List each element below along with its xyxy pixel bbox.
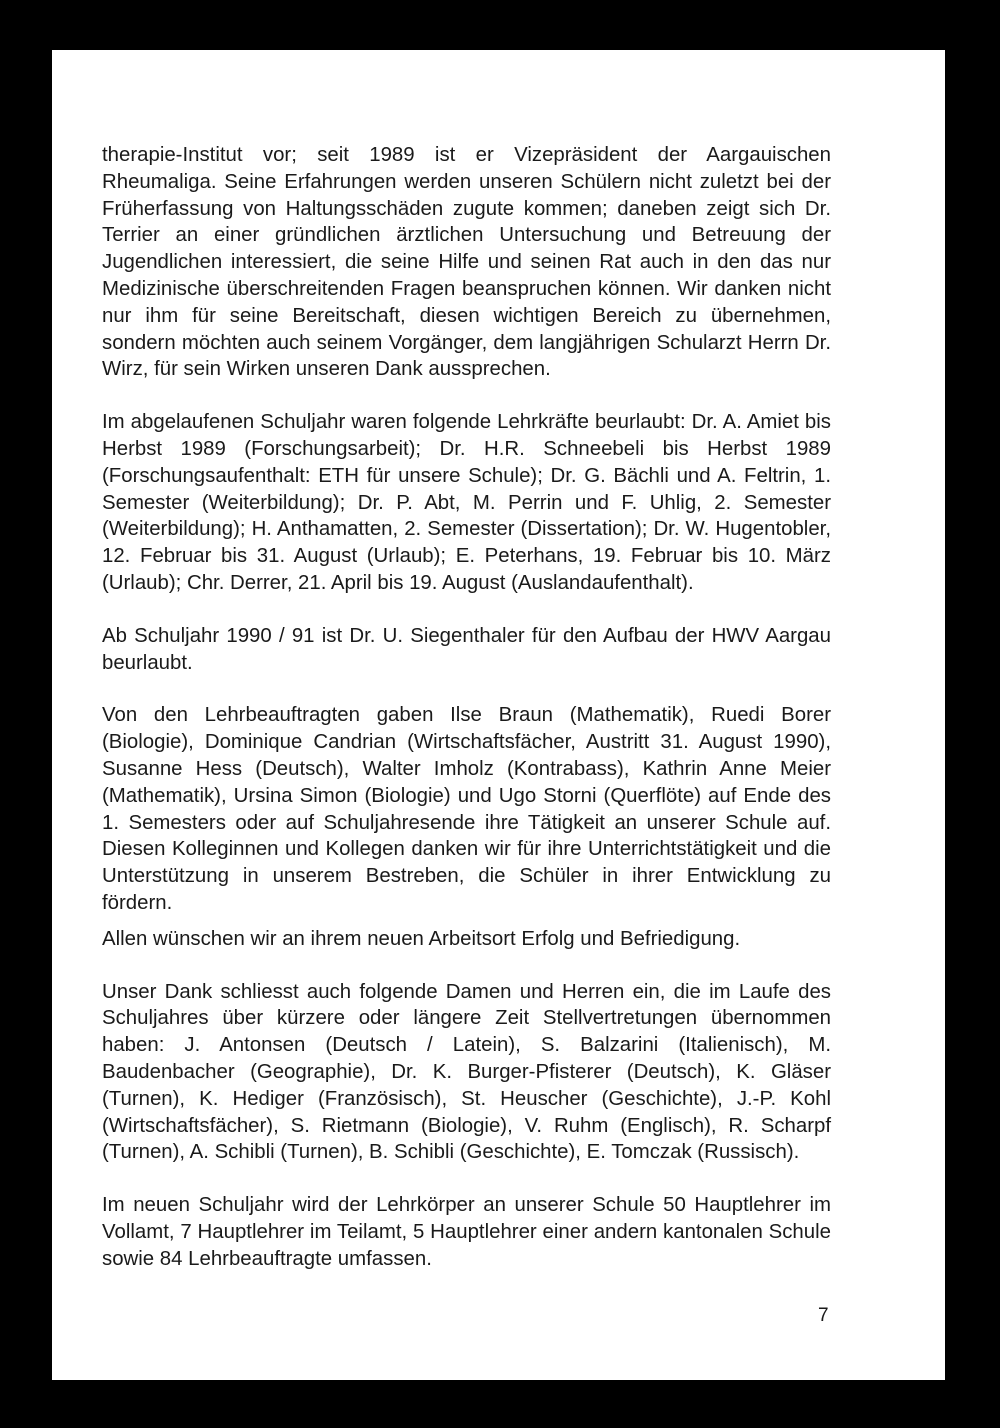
paragraph-substitutes: Unser Dank schliesst auch folgende Damen und Herren ein, die im Laufe des Schuljahres über kürzere oder längere Zeit Stellvertretungen übernommen haben: J. Antonsen (Deutsch / Latein), S. Balzarini (Italienisch), M. Baudenbacher (Geographie), Dr. K. Burger-Pfisterer (Deutsch), K. Gläser (Turnen), K. Hediger (Französisch), St. Heuscher (Geschichte), J.-P. Kohl (Wirtschaftsfächer), S. Rietmann (Biologie), V. Ruhm (Englisch), R. Scharpf (Turnen), A. Schibli (Turnen), B. Schibli (Geschichte), E. Tomczak (Russisch). xyxy=(102,980,831,1164)
paragraph-leave-of-absence: Im abgelaufenen Schuljahr waren folgende Lehrkräfte beurlaubt: Dr. A. Amiet bis Herbst 1989 (Forschungsarbeit); Dr. H.R. Schneebeli bis Herbst 1989 (Forschungsaufenthalt: ETH für unsere Schule); Dr. G. Bächli und A. Feltrin, 1. Semester (Weiterbildung); Dr. P. Abt, M. Perrin und F. Uhlig, 2. Semester (Weiterbildung); H. Anthamatten, 2. Semester (Dissertation); Dr. W. Hugentobler, 12. Februar bis 31. August (Urlaub); E. Peterhans, 19. Februar bis 10. März (Urlaub); Chr. Derrer, 21. April bis 19. August (Auslandaufenthalt). xyxy=(102,411,831,594)
paragraph-staff-count: Im neuen Schuljahr wird der Lehrkörper an unserer Schule 50 Hauptlehrer im Vollamt, 7 Hauptlehrer im Teilamt, 5 Hauptlehrer einer andern kantonalen Schule sowie 84 Lehrbeauftragte umfassen. xyxy=(102,1194,831,1270)
paragraph-best-wishes: Allen wünschen wir an ihrem neuen Arbeitsort Erfolg und Befriedigung. xyxy=(102,927,741,950)
page-number: 7 xyxy=(818,1305,829,1326)
paragraph-siegenthaler: Ab Schuljahr 1990 / 91 ist Dr. U. Siegenthaler für den Aufbau der HWV Aargau beurlaubt. xyxy=(102,624,831,674)
paragraph-school-doctor: therapie-Institut vor; seit 1989 ist er Vizepräsident der Aargauischen Rheumaliga. Seine Erfahrungen werden unseren Schülern nicht zuletzt bei der Früherfassung von Haltungsschäden zugute kommen; daneben zeigt sich Dr. Terrier an einer gründlichen ärztlichen Untersuchung und Betreuung der Jugendlichen interessiert, die seine Hilfe und seinen Rat auch in den das nur Medizinische überschreitenden Fragen beanspruchen können. Wir danken nicht nur ihm für seine Bereitschaft, diesen wichtigen Bereich zu übernehmen, sondern möchten auch seinem Vorgänger, dem langjährigen Schularzt Herrn Dr. Wirz, für sein Wirken unseren Dank aussprechen. xyxy=(102,144,831,381)
paragraph-departing-lecturers: Von den Lehrbeauftragten gaben Ilse Braun (Mathematik), Ruedi Borer (Biologie), Dominique Candrian (Wirtschaftsfächer, Austritt 31. August 1990), Susanne Hess (Deutsch), Walter Imholz (Kontrabass), Kathrin Anne Meier (Mathematik), Ursina Simon (Biologie) und Ugo Storni (Querflöte) auf Ende des 1. Semesters oder auf Schuljahresende ihre Tätigkeit an unserer Schule auf. Diesen Kolleginnen und Kollegen danken wir für ihre Unterrichtstätigkeit und die Unterstützung in unserem Bestreben, die Schüler in ihrer Entwicklung zu fördern. xyxy=(102,704,831,914)
document-page xyxy=(52,50,945,1380)
body-text xyxy=(102,142,831,1272)
